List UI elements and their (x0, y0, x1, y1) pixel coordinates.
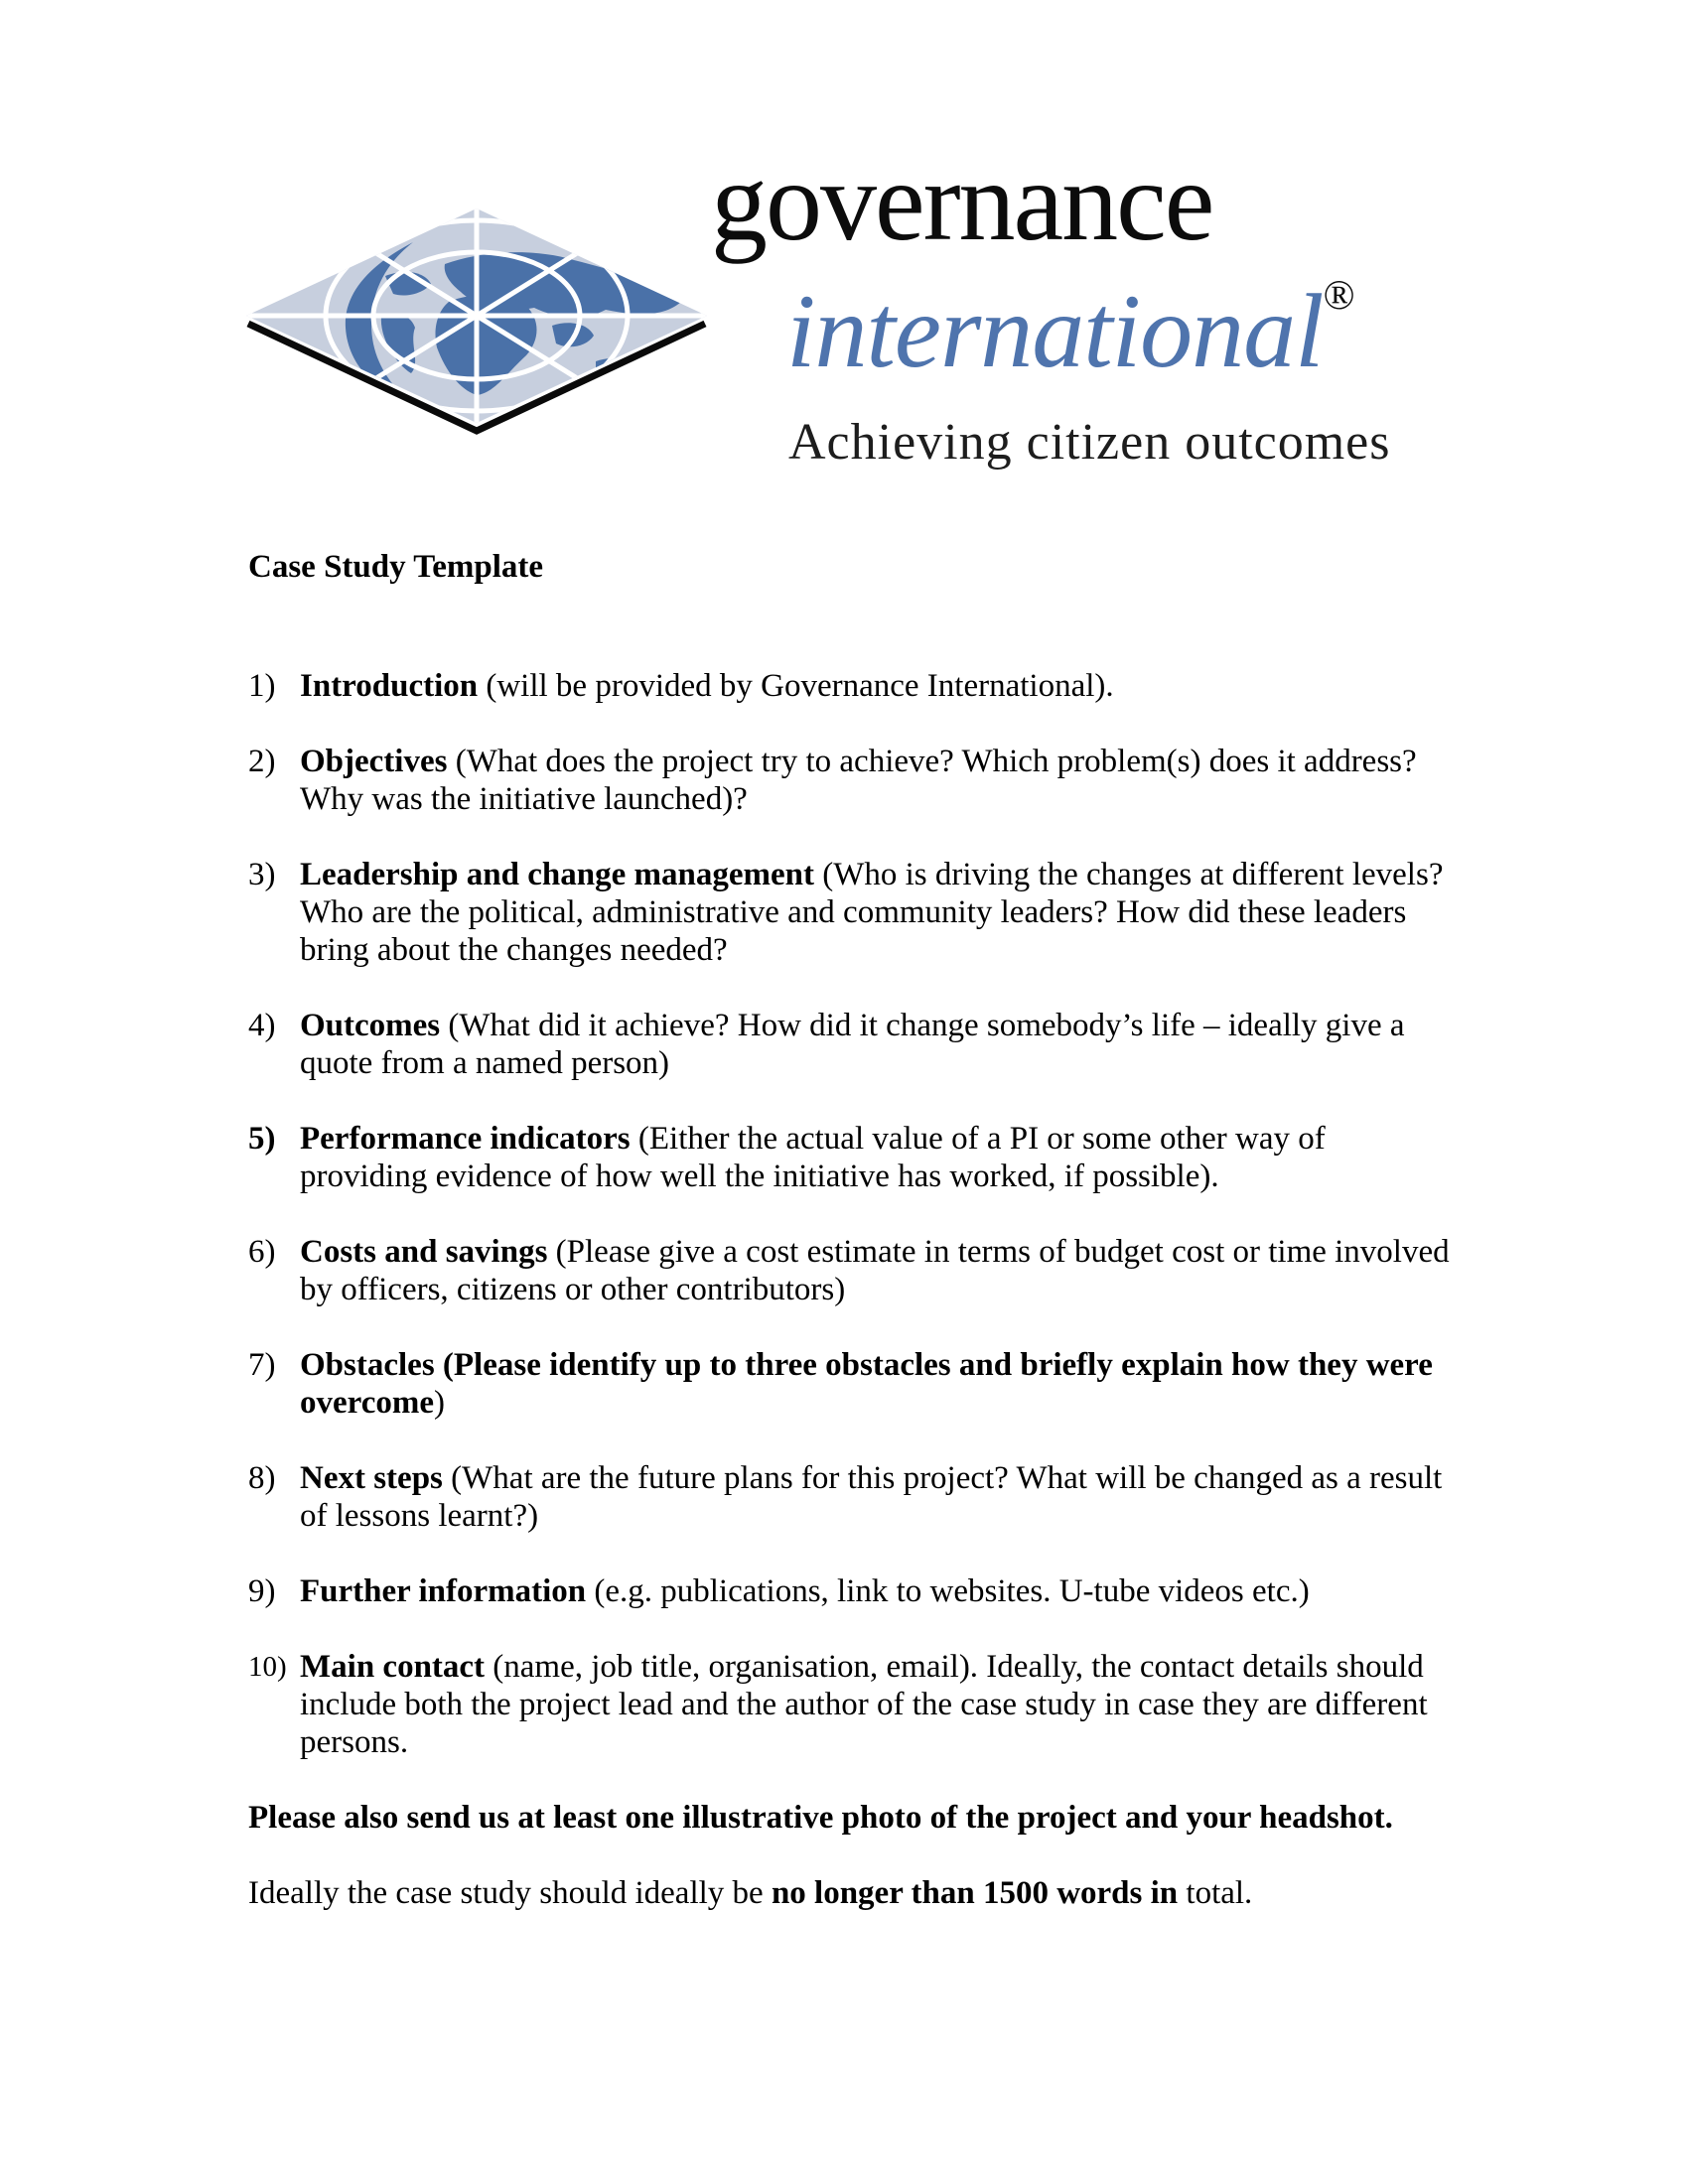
closing-photo-note: Please also send us at least one illustrative photo of the project and your headshot. (248, 1800, 1393, 1836)
list-item (248, 1459, 1452, 1535)
list-item-number: 10) (248, 1651, 287, 1683)
list-item (248, 856, 1452, 969)
list-item-text (300, 1120, 1452, 1195)
list-item-lead: Further information (300, 1573, 587, 1609)
list-item (248, 1233, 1452, 1308)
list-item (248, 743, 1452, 818)
list-item-description: (e.g. publications, link to websites. U-tube videos etc.) (586, 1573, 1310, 1609)
list-item-number: 7) (248, 1347, 276, 1383)
list-item-number: 8) (248, 1460, 276, 1496)
list-item (248, 1120, 1452, 1195)
list-item-description: (will be provided by Governance International). (478, 668, 1114, 704)
list-item-number: 1) (248, 668, 276, 704)
list-item-lead: Performance indicators (300, 1121, 631, 1157)
list-item-lead: Costs and savings (300, 1234, 548, 1270)
list-item-description: (What did it achieve? How did it change somebody’s life – ideally give a quote from a named person) (300, 1008, 1405, 1081)
list-item (248, 1346, 1452, 1422)
logo-tagline: Achieving citizen outcomes (788, 414, 1391, 471)
list-item-number: 4) (248, 1008, 276, 1043)
list-item-lead: Main contact (300, 1649, 486, 1685)
list-item-text (300, 1233, 1452, 1308)
list-item-text (300, 1459, 1452, 1535)
list-item (248, 667, 1452, 705)
list-item-number: 6) (248, 1234, 276, 1270)
logo-wordmark (711, 138, 1355, 389)
list-item (248, 1648, 1452, 1761)
list-item-description: ) (433, 1385, 445, 1421)
list-item-text (300, 667, 1452, 705)
list-item-description: (What are the future plans for this project? What will be changed as a result of lessons learnt?) (300, 1460, 1443, 1534)
list-item-text (300, 1648, 1452, 1761)
registered-trademark-symbol: ® (1323, 273, 1355, 319)
list-item-description: (name, job title, organisation, email). Ideally, the contact details should include both the project lead and the author of the case study in case they are different persons. (300, 1649, 1428, 1760)
logo-wordmark-international-text: international (786, 273, 1324, 389)
list-item (248, 1572, 1452, 1610)
page-title: Case Study Template (248, 549, 544, 585)
document-content (248, 548, 1452, 1950)
list-item-text (300, 743, 1452, 818)
list-item-number: 2) (248, 744, 276, 779)
list-item-number: 5) (248, 1121, 276, 1157)
list-item-lead: Leadership and change management (300, 857, 814, 892)
list-item-lead: Introduction (300, 668, 479, 704)
list-item-lead: Objectives (300, 744, 448, 779)
numbered-list (248, 667, 1452, 1761)
list-item-lead: Next steps (300, 1460, 443, 1496)
closing-length-bold: no longer than 1500 words in (771, 1875, 1179, 1911)
logo-wordmark-governance: governance (711, 138, 1213, 264)
logo-wordmark-international (786, 248, 1355, 389)
list-item-text (300, 856, 1452, 969)
list-item-number: 9) (248, 1573, 276, 1609)
list-item-lead: Outcomes (300, 1008, 441, 1043)
closing-length-post: total. (1178, 1875, 1253, 1911)
closing-length-note (248, 1874, 1452, 1912)
list-item-description: (Either the actual value of a PI or some other way of providing evidence of how well the initiative has worked, if possible). (300, 1121, 1326, 1194)
list-item (248, 1007, 1452, 1082)
closing-length-pre: Ideally the case study should ideally be (248, 1875, 772, 1911)
list-item-description: (Who is driving the changes at different levels? Who are the political, administrative and community leaders? How did these leaders bring about the changes needed? (300, 857, 1444, 968)
list-item-lead: Obstacles (Please identify up to three obstacles and briefly explain how they were overcome (300, 1347, 1433, 1421)
globe-grid (246, 208, 707, 423)
list-item-description: (What does the project try to achieve? Which problem(s) does it address? Why was the initiative launched)? (300, 744, 1417, 817)
list-item-text (300, 1346, 1452, 1422)
governance-international-logo (236, 199, 717, 449)
list-item-number: 3) (248, 857, 276, 892)
list-item-text (300, 1572, 1452, 1610)
list-item-description: (Please give a cost estimate in terms of budget cost or time involved by officers, citizens or other contributors) (300, 1234, 1450, 1307)
list-item-text (300, 1007, 1452, 1082)
